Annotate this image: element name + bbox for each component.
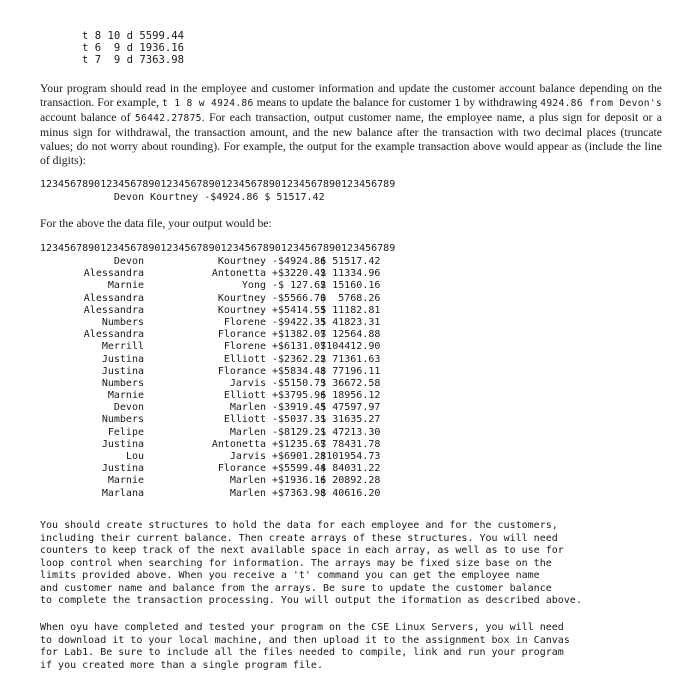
transaction-amount: -$9422.35 xyxy=(266,316,327,328)
employee-name: Alessandra xyxy=(83,268,144,280)
customer-name: Elliott xyxy=(223,353,266,365)
new-balance: $ 47213.30 xyxy=(314,426,381,438)
paragraph-line: limits provided above. When you receive a 't' command you can get the employee name xyxy=(40,570,540,581)
text-run: by withdrawing xyxy=(460,96,541,109)
output-row xyxy=(40,377,381,390)
paragraph-line: counters to keep track of the next available space in each array, as well as to use for xyxy=(40,545,564,556)
output-row xyxy=(40,475,381,487)
output-row xyxy=(40,280,381,292)
customer-name: Jarvis xyxy=(229,377,266,389)
new-balance: $ 15160.16 xyxy=(314,280,381,292)
paragraph-line: to complete the transaction processing. You will output the iformation as described above. xyxy=(40,595,582,606)
employee-name: Devon xyxy=(113,256,144,267)
customer-name: Yong xyxy=(241,280,266,292)
customer-name: Marlen xyxy=(229,475,266,487)
employee-name: Lou xyxy=(125,451,144,462)
employee-name: Felipe xyxy=(107,426,144,438)
output-row xyxy=(40,292,381,305)
output-row xyxy=(40,268,381,280)
transaction-amount: -$ 127.62 xyxy=(266,280,327,292)
output-row xyxy=(40,390,381,402)
output-row xyxy=(40,426,381,439)
new-balance: $ 11182.81 xyxy=(314,304,381,316)
transaction-amount: +$1936.16 xyxy=(266,475,327,487)
new-balance: $ 36672.58 xyxy=(314,377,381,389)
output-row xyxy=(40,451,381,463)
paragraph-line: if you created more than a single program file. xyxy=(40,659,323,671)
customer-name: Florene xyxy=(223,341,266,353)
text-run: . For each transaction, output customer name, the employee name, a plus sign for deposit or a minus sign for withdrawal, the transaction amount, and the new balance after the transaction with two decimal places (truncate values; do not worry about rounding). For example, the output for the example transaction above would appear as (include the line of digits): xyxy=(40,111,662,167)
paragraph-line: loop control when searching for information. The arrays may be fixed size base on the xyxy=(40,557,552,569)
employee-name: Marnie xyxy=(107,390,144,402)
output-row xyxy=(40,487,381,500)
paragraph-line: and customer name and balance from the arrays. Be sure to update the customer balance xyxy=(40,582,552,594)
output-row xyxy=(40,365,381,378)
submission-paragraph xyxy=(40,622,570,672)
output-row xyxy=(40,329,381,341)
text-run: means to update the balance for customer xyxy=(253,96,455,109)
text-run: account balance of xyxy=(40,111,135,124)
transaction-amount: -$8129.21 xyxy=(266,426,327,438)
example-transaction: Kourtney -$4924.86 $ 51517.42 xyxy=(150,192,325,203)
code-run: 1 xyxy=(454,98,461,109)
new-balance: $ 41823.31 xyxy=(314,316,381,328)
transaction-amount: -$5037.31 xyxy=(266,414,327,426)
transaction-amount: +$1382.07 xyxy=(266,329,327,341)
transaction-amount: -$5150.73 xyxy=(266,377,327,389)
transaction-amount: -$4924.86 xyxy=(266,256,327,267)
transaction-lines xyxy=(82,30,184,66)
customer-name: Florance xyxy=(217,329,266,341)
employee-name: Marnie xyxy=(107,475,144,487)
paragraph-line: for Lab1. Be sure to include all the files needed to compile, link and run your program xyxy=(40,647,564,658)
transaction-amount: +$7363.98 xyxy=(266,487,327,499)
customer-name: Florance xyxy=(217,463,266,475)
customer-name: Marlen xyxy=(229,487,266,499)
paragraph-line: including their current balance. Then create arrays of these structures. You will need xyxy=(40,532,558,544)
paragraph-line: You should create structures to hold the data for each employee and for the customers, xyxy=(40,520,558,531)
employee-name: Justina xyxy=(101,438,144,450)
employee-name: Numbers xyxy=(101,377,144,389)
customer-name: Elliott xyxy=(223,390,266,402)
transaction-amount: +$5414.55 xyxy=(266,304,327,316)
transaction-line: t 8 10 d 5599.44 xyxy=(82,30,185,42)
output-intro: For the above the data file, your output would be: xyxy=(40,217,272,230)
transaction-line: t 6 9 d 1936.16 xyxy=(82,42,185,54)
customer-name: Marlen xyxy=(229,426,266,438)
output-row xyxy=(40,402,381,414)
output-row xyxy=(40,316,381,329)
customer-name: Kourtney xyxy=(217,304,266,316)
transaction-amount: -$5566.70 xyxy=(266,292,327,304)
customer-name: Kourtney xyxy=(217,256,266,267)
customer-name: Elliott xyxy=(223,414,266,426)
employee-name: Devon xyxy=(113,402,144,414)
instructions-paragraph xyxy=(40,82,662,168)
digit-ruler: 12345678901234567890123456789012345678901234567890123456789 xyxy=(40,179,396,190)
output-row xyxy=(40,438,381,451)
transaction-amount: -$3919.45 xyxy=(266,402,327,414)
transaction-amount: +$1235.67 xyxy=(266,438,327,450)
employee-name: Numbers xyxy=(101,414,144,426)
new-balance: $101954.73 xyxy=(314,451,381,462)
transaction-amount: +$3220.42 xyxy=(266,268,327,280)
output-row xyxy=(40,341,381,353)
new-balance: $ 40616.20 xyxy=(314,487,381,499)
new-balance: $ 31635.27 xyxy=(314,414,381,426)
employee-name: Marnie xyxy=(107,280,144,292)
new-balance: $ 5768.26 xyxy=(314,292,381,304)
customer-name: Marlen xyxy=(229,402,266,414)
customer-name: Florene xyxy=(223,316,266,328)
new-balance: $ 77196.11 xyxy=(314,365,381,377)
customer-name: Antonetta xyxy=(211,268,266,280)
employee-name: Alessandra xyxy=(83,292,144,304)
transaction-amount: +$5834.48 xyxy=(266,365,327,377)
output-table xyxy=(40,256,381,500)
code-run: 56442.27875 xyxy=(134,113,202,124)
output-row xyxy=(40,304,381,317)
paragraph-line: to download it to your local machine, and then upload it to the assignment box in Canvas xyxy=(40,634,570,646)
new-balance: $ 84031.22 xyxy=(314,463,381,475)
output-row xyxy=(40,463,381,475)
transaction-amount: +$5599.44 xyxy=(266,463,327,475)
employee-name: Marlana xyxy=(101,487,144,499)
output-row xyxy=(40,414,381,426)
transaction-line: t 7 9 d 7363.98 xyxy=(82,54,185,66)
transaction-amount: +$3795.96 xyxy=(266,390,327,402)
employee-name: Numbers xyxy=(101,316,144,328)
new-balance: $ 12564.88 xyxy=(314,329,381,341)
employee-name: Justina xyxy=(101,463,144,475)
new-balance: $104412.90 xyxy=(314,341,381,353)
structures-paragraph xyxy=(40,520,582,608)
customer-name: Jarvis xyxy=(229,451,266,462)
digit-ruler: 12345678901234567890123456789012345678901234567890123456789 xyxy=(40,243,396,254)
code-run: 4924.86 from Devon's xyxy=(540,98,662,109)
customer-name: Florance xyxy=(217,365,266,377)
new-balance: $ 20892.28 xyxy=(314,475,381,487)
output-row xyxy=(40,256,381,268)
customer-name: Kourtney xyxy=(217,292,266,304)
new-balance: $ 11334.96 xyxy=(314,268,381,280)
output-row xyxy=(40,353,381,366)
new-balance: $ 78431.78 xyxy=(314,438,381,450)
transaction-amount: +$6131.07 xyxy=(266,341,327,353)
employee-name: Justina xyxy=(101,365,144,377)
employee-name: Merrill xyxy=(101,341,144,353)
paragraph-line: When oyu have completed and tested your program on the CSE Linux Servers, you will need xyxy=(40,622,564,633)
example-employee: Devon xyxy=(113,192,144,203)
code-run: t 1 8 w 4924.86 xyxy=(162,98,254,109)
employee-name: Alessandra xyxy=(83,304,144,316)
new-balance: $ 18956.12 xyxy=(314,390,381,402)
new-balance: $ 71361.63 xyxy=(314,353,381,365)
transaction-amount: -$2362.22 xyxy=(266,353,327,365)
employee-name: Alessandra xyxy=(83,329,144,341)
text-run: Your program should read in the employee and customer information and update the customer account balance depending on the transaction. For example, xyxy=(40,82,662,109)
new-balance: $ 47597.97 xyxy=(314,402,381,414)
new-balance: $ 51517.42 xyxy=(314,256,381,267)
transaction-amount: +$6901.28 xyxy=(266,451,327,462)
customer-name: Antonetta xyxy=(211,438,266,450)
employee-name: Justina xyxy=(101,353,144,365)
